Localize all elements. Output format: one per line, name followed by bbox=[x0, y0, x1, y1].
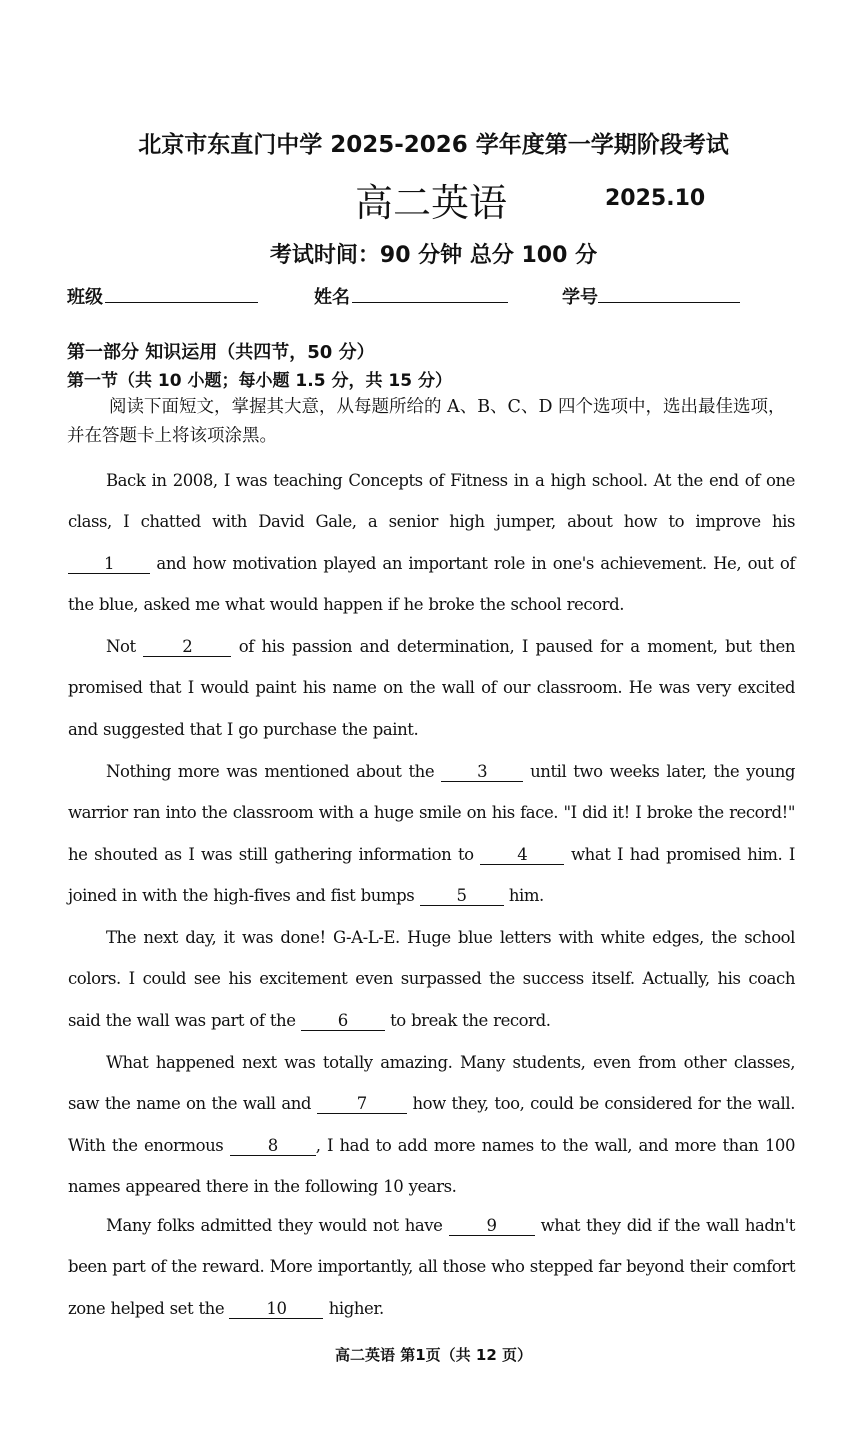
blank-6: 6 bbox=[301, 1012, 385, 1031]
blank-5: 5 bbox=[420, 887, 504, 906]
passage-text: The next day, it was done! G-A-L-E. Huge blue letters with white edges, the school colors. I could see his excitement even surpassed the success itself. Actually, his coach said the wall was part of the bbox=[68, 928, 795, 1030]
name-field-line bbox=[352, 302, 508, 303]
class-label: 班级 bbox=[67, 287, 103, 308]
passage-text: Nothing more was mentioned about the bbox=[106, 762, 442, 781]
passage-paragraph-6 bbox=[68, 1205, 795, 1329]
name-label: 姓名 bbox=[314, 287, 350, 308]
passage-text: , I had to add more names to the wall, and more than 100 names appeared there in the following 10 years. bbox=[68, 1135, 795, 1196]
blank-7: 7 bbox=[317, 1095, 407, 1114]
passage-paragraph-3 bbox=[68, 751, 795, 916]
passage-text: Back in 2008, I was teaching Concepts of Fitness in a high school. At the end of one class, I chatted with David Gale, a senior high jumper, about how to improve his bbox=[68, 471, 795, 532]
passage-text: of his passion and determination, I paused for a moment, but then promised that I would paint his name on the wall of our classroom. He was very excited and suggested that I go purchase the paint. bbox=[68, 637, 796, 739]
passage-paragraph-5 bbox=[68, 1042, 795, 1207]
blank-8: 8 bbox=[230, 1137, 316, 1156]
passage-text: to break the record. bbox=[384, 1010, 551, 1030]
passage-text: Not bbox=[106, 637, 144, 656]
id-field-line bbox=[598, 302, 740, 303]
blank-4: 4 bbox=[480, 846, 564, 865]
passage-paragraph-2 bbox=[68, 626, 795, 750]
part1-heading: 第一部分 知识运用（共四节，50 分） bbox=[67, 342, 375, 363]
section1-instructions: 阅读下面短文，掌握其大意，从每题所给的 A、B、C、D 四个选项中，选出最佳选项，并在答题卡上将该项涂黑。 bbox=[67, 397, 786, 446]
passage-paragraph-1 bbox=[68, 460, 795, 625]
passage-text: until two weeks later, the young warrior ran into the classroom with a huge smile on his face. "I did it! I broke the record!" he shouted as I was still gathering information to bbox=[68, 762, 795, 864]
passage-text: Many folks admitted they would not have bbox=[106, 1216, 449, 1235]
exam-info: 考试时间：90 分钟 总分 100 分 bbox=[269, 243, 598, 268]
passage-text: what they did if the wall hadn't been part of the reward. More importantly, all those who stepped far beyond their comfort zone helped set the bbox=[68, 1216, 795, 1318]
passage-text: higher. bbox=[323, 1298, 384, 1318]
blank-9: 9 bbox=[449, 1217, 535, 1236]
passage-paragraph-4 bbox=[68, 917, 795, 1041]
passage-text: how they, too, could be considered for the wall. With the enormous bbox=[68, 1094, 795, 1155]
class-field-line bbox=[105, 302, 258, 303]
subject-title: 高二英语 bbox=[355, 181, 508, 225]
passage-text: What happened next was totally amazing. Many students, even from other classes, saw the name on the wall and bbox=[68, 1053, 795, 1114]
passage-text: what I had promised him. I joined in with the high-fives and fist bumps bbox=[68, 844, 795, 905]
passage-text: him. bbox=[503, 885, 544, 905]
page-footer: 高二英语 第1页（共 12 页） bbox=[335, 1346, 532, 1364]
passage-text: and how motivation played an important role in one's achievement. He, out of the blue, asked me what would happen if he broke the school record. bbox=[68, 553, 795, 614]
exam-school-title: 北京市东直门中学 2025-2026 学年度第一学期阶段考试 bbox=[138, 132, 729, 158]
blank-10: 10 bbox=[229, 1300, 323, 1319]
exam-date: 2025.10 bbox=[605, 186, 706, 211]
section1-heading: 第一节（共 10 小题；每小题 1.5 分，共 15 分） bbox=[67, 371, 452, 391]
blank-2: 2 bbox=[143, 638, 231, 657]
blank-3: 3 bbox=[441, 763, 523, 782]
id-label: 学号 bbox=[562, 287, 598, 308]
blank-1: 1 bbox=[68, 555, 150, 574]
